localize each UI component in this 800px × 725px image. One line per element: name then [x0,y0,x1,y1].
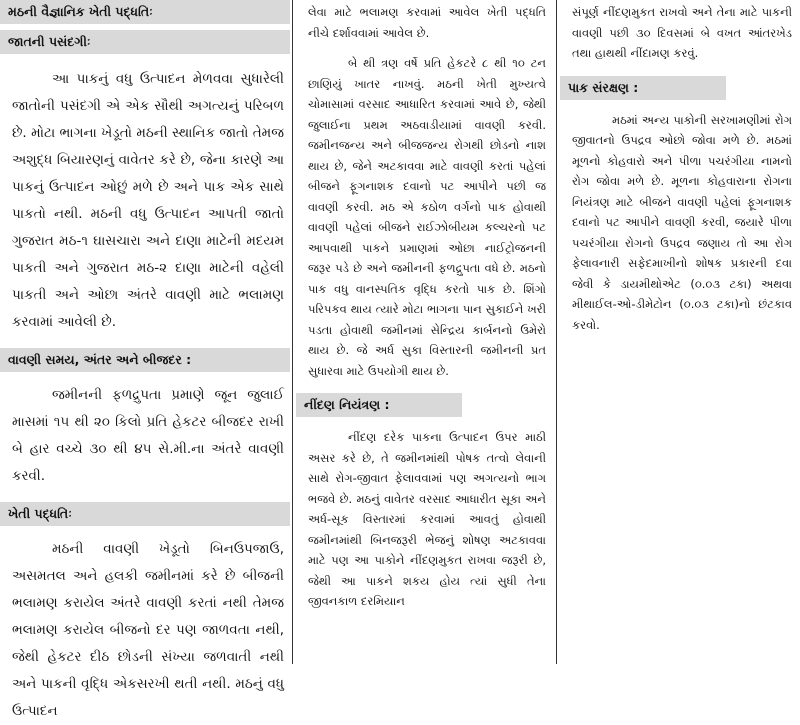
column-1 [0,0,290,719]
section-title: મઠની વૈજ્ઞાનિક ખેતી પદ્ધતિઃ [0,0,290,24]
column-3 [560,0,800,664]
column-divider-1 [292,0,293,664]
heading-weed-control: નીંદણ નિયંત્રણ : [296,393,462,417]
heading-variety-selection: જાતની પસંદગીઃ [0,30,290,54]
paragraph-weed-control: નીંદણ દરેક પાકના ઉત્પાદન ઉપર માઠી અસર કરે છે, તે જમીનમાંથી પોષક તત્વો લેવાની સાથે રોગ-જીવાત ફેલાવવામાં પણ અગત્યનો ભાગ ભજવે છે. મઠનું વાવેતર વરસાદ આધારીત સૂકા અને અર્ધ-સૂક વિસ્તારમાં કરવામાં આવતું હોવાથી જમીનમાંથી બિનજરૂરી ભેજનું શોષણ અટકાવવા માટે પણ આ પાકોને નીંદણમુકત રાખવા જરૂરી છે, જેથી આ પાકને શકય હોય ત્યાં સુધી તેના જીવનકાળ દરમિયાન [308,430,546,608]
paragraph-crop-protection: મઠમાં અન્ય પાકોની સરખામણીમાં રોગ જીવાતનો ઉપદ્રવ ઓછો જોવા મળે છે. મઠમાં મૂળનો કોહવારો અને પીળા પચરંગીયા નામનો રોગ જોવા મળે છે. મૂળના કોહવારાના રોગના નિયંત્રણ માટે બીજને વાવણી પહેલાં ફૂગનાશક દવાનો પટ આપીને વાવણી કરવી, જયારે પીળા પચરંગીયા રોગનો ઉપદ્રવ જણાય તો આ રોગ ફેલાવનારી સફેદમાખીનો શોષક પ્રકારની દવા જેવી કે ડાયમીથોએટ (૦.૦૩ ટકા) અથવા મીથાઈલ-ઓ-ડીમેટોન (૦.૦૩ ટકા)નો છંટકાવ કરવો. [572,112,792,332]
paragraph-manure-sowing: બે થી ત્રણ વર્ષે પ્રતિ હેકટરે ૮ થી ૧૦ ટન છાણિયું ખાતર નાખવું. મઠની ખેતી મુખ્યત્વે ચોમાસામાં વરસાદ આધારિત કરવામાં આવે છે, જેથી જુલાઈના પ્રથમ અઠવાડીયામાં વાવણી કરવી. જમીનજન્ય અને બીજજન્ય રોગથી છોડનો નાશ થાય છે, જેને અટકાવવા માટે વાવણી કરતાં પહેલાં બીજને ફૂગનાશક દવાનો પટ આપીને પછી જ વાવણી કરવી. મઠ એ કઠોળ વર્ગનો પાક હોવાથી વાવણી પહેલાં બીજને રાઈઝોબીયમ કલ્ચરનો પટ આપવાથી પાકને પ્રમાણમાં ઓછા નાઈટ્રોજનની જરૂર પડે છે અને જમીનની ફળદ્રુપતા વધે છે. મઠનો પાક વધુ વાનસ્પતિક વૃદ્ધિ કરતો પાક છે. શિંગો પરિપકવ થાય ત્યારે મોટા ભાગના પાન સુકાઈને ખરી પડતા હોવાથી જમીનમાં સેન્દ્રિય કાર્બનનો ઉમેરો થાય છે. જે અર્ધ સુકા વિસ્તારની જમીનની પ્રત સુધારવા માટે ઉપયોગી થાય છે. [308,56,546,378]
paragraph-farming-method: મઠની વાવણી ખેડૂતો બિનઉપજાઉ, અસમતલ અને હલકી જમીનમાં કરે છે બીજની ભલામણ કરાયેલ અંતરે વાવણી કરતાં નથી તેમજ ભલામણ કરાયેલ બીજનો દર પણ જાળવતા નથી, જેથી હેકટર દીઠ છોડની સંખ્યા જળવાતી નથી અને પાકની વૃદ્ધિ એકસરખી થતી નથી. મઠનું વધુ ઉત્પાદન [12,541,284,719]
heading-farming-method: ખેતી પદ્ધતિઃ [0,502,290,526]
column-divider-2 [556,0,557,664]
column-2 [296,0,554,664]
paragraph-continued: લેવા માટે ભલામણ કરવામાં આવેલ ખેતી પદ્ધતિ નીચે દર્શાવવામાં આવેલ છે. [308,5,546,40]
paragraph-variety-selection: આ પાકનું વધુ ઉત્પાદન મેળવવા સુધારેલી જાતોની પસંદગી એ એક સૌથી અગત્યનું પરિબળ છે. મોટા ભાગના ખેડૂતો મઠની સ્થાનિક જાતો તેમજ અશુદ્ધ બિયારણનું વાવેતર કરે છે, જેના કારણે આ પાકનું ઉત્પાદન ઓછું મળે છે અને પાક એક સાથે પાકતો નથી. મઠની વધુ ઉત્પાદન આપતી જાતો ગુજરાત મઠ-૧ ઘાસચારા અને દાણા માટેની મદયમ પાકતી અને ગુજરાત મઠ-૨ દાણા માટેની વહેલી પાકતી અને ઓછા અંતરે વાવણી માટે ભલામણ કરવામાં આવેલી છે. [12,71,284,330]
paragraph-sowing-time: જમીનની ફળદ્રુપતા પ્રમાણે જૂન જુલાઈ માસમાં ૧૫ થી ૨૦ કિલો પ્રતિ હેકટર બીજદર રાખી બે હાર વચ્ચે ૩૦ થી ૪૫ સે.મી.ના અંતરે વાવણી કરવી. [12,387,284,484]
heading-sowing-time: વાવણી સમય, અંતર અને બીજદર : [0,348,290,372]
heading-crop-protection: પાક સંરક્ષણ : [560,76,726,100]
paragraph-weed-continued: સંપૂર્ણ નીંદણમુકત રાખવો અને તેના માટે પાકની વાવણી પછી ૩૦ દિવસમાં બે વખત આંતરખેડ તથા હાથથી નીંદામણ કરવું. [572,5,792,60]
